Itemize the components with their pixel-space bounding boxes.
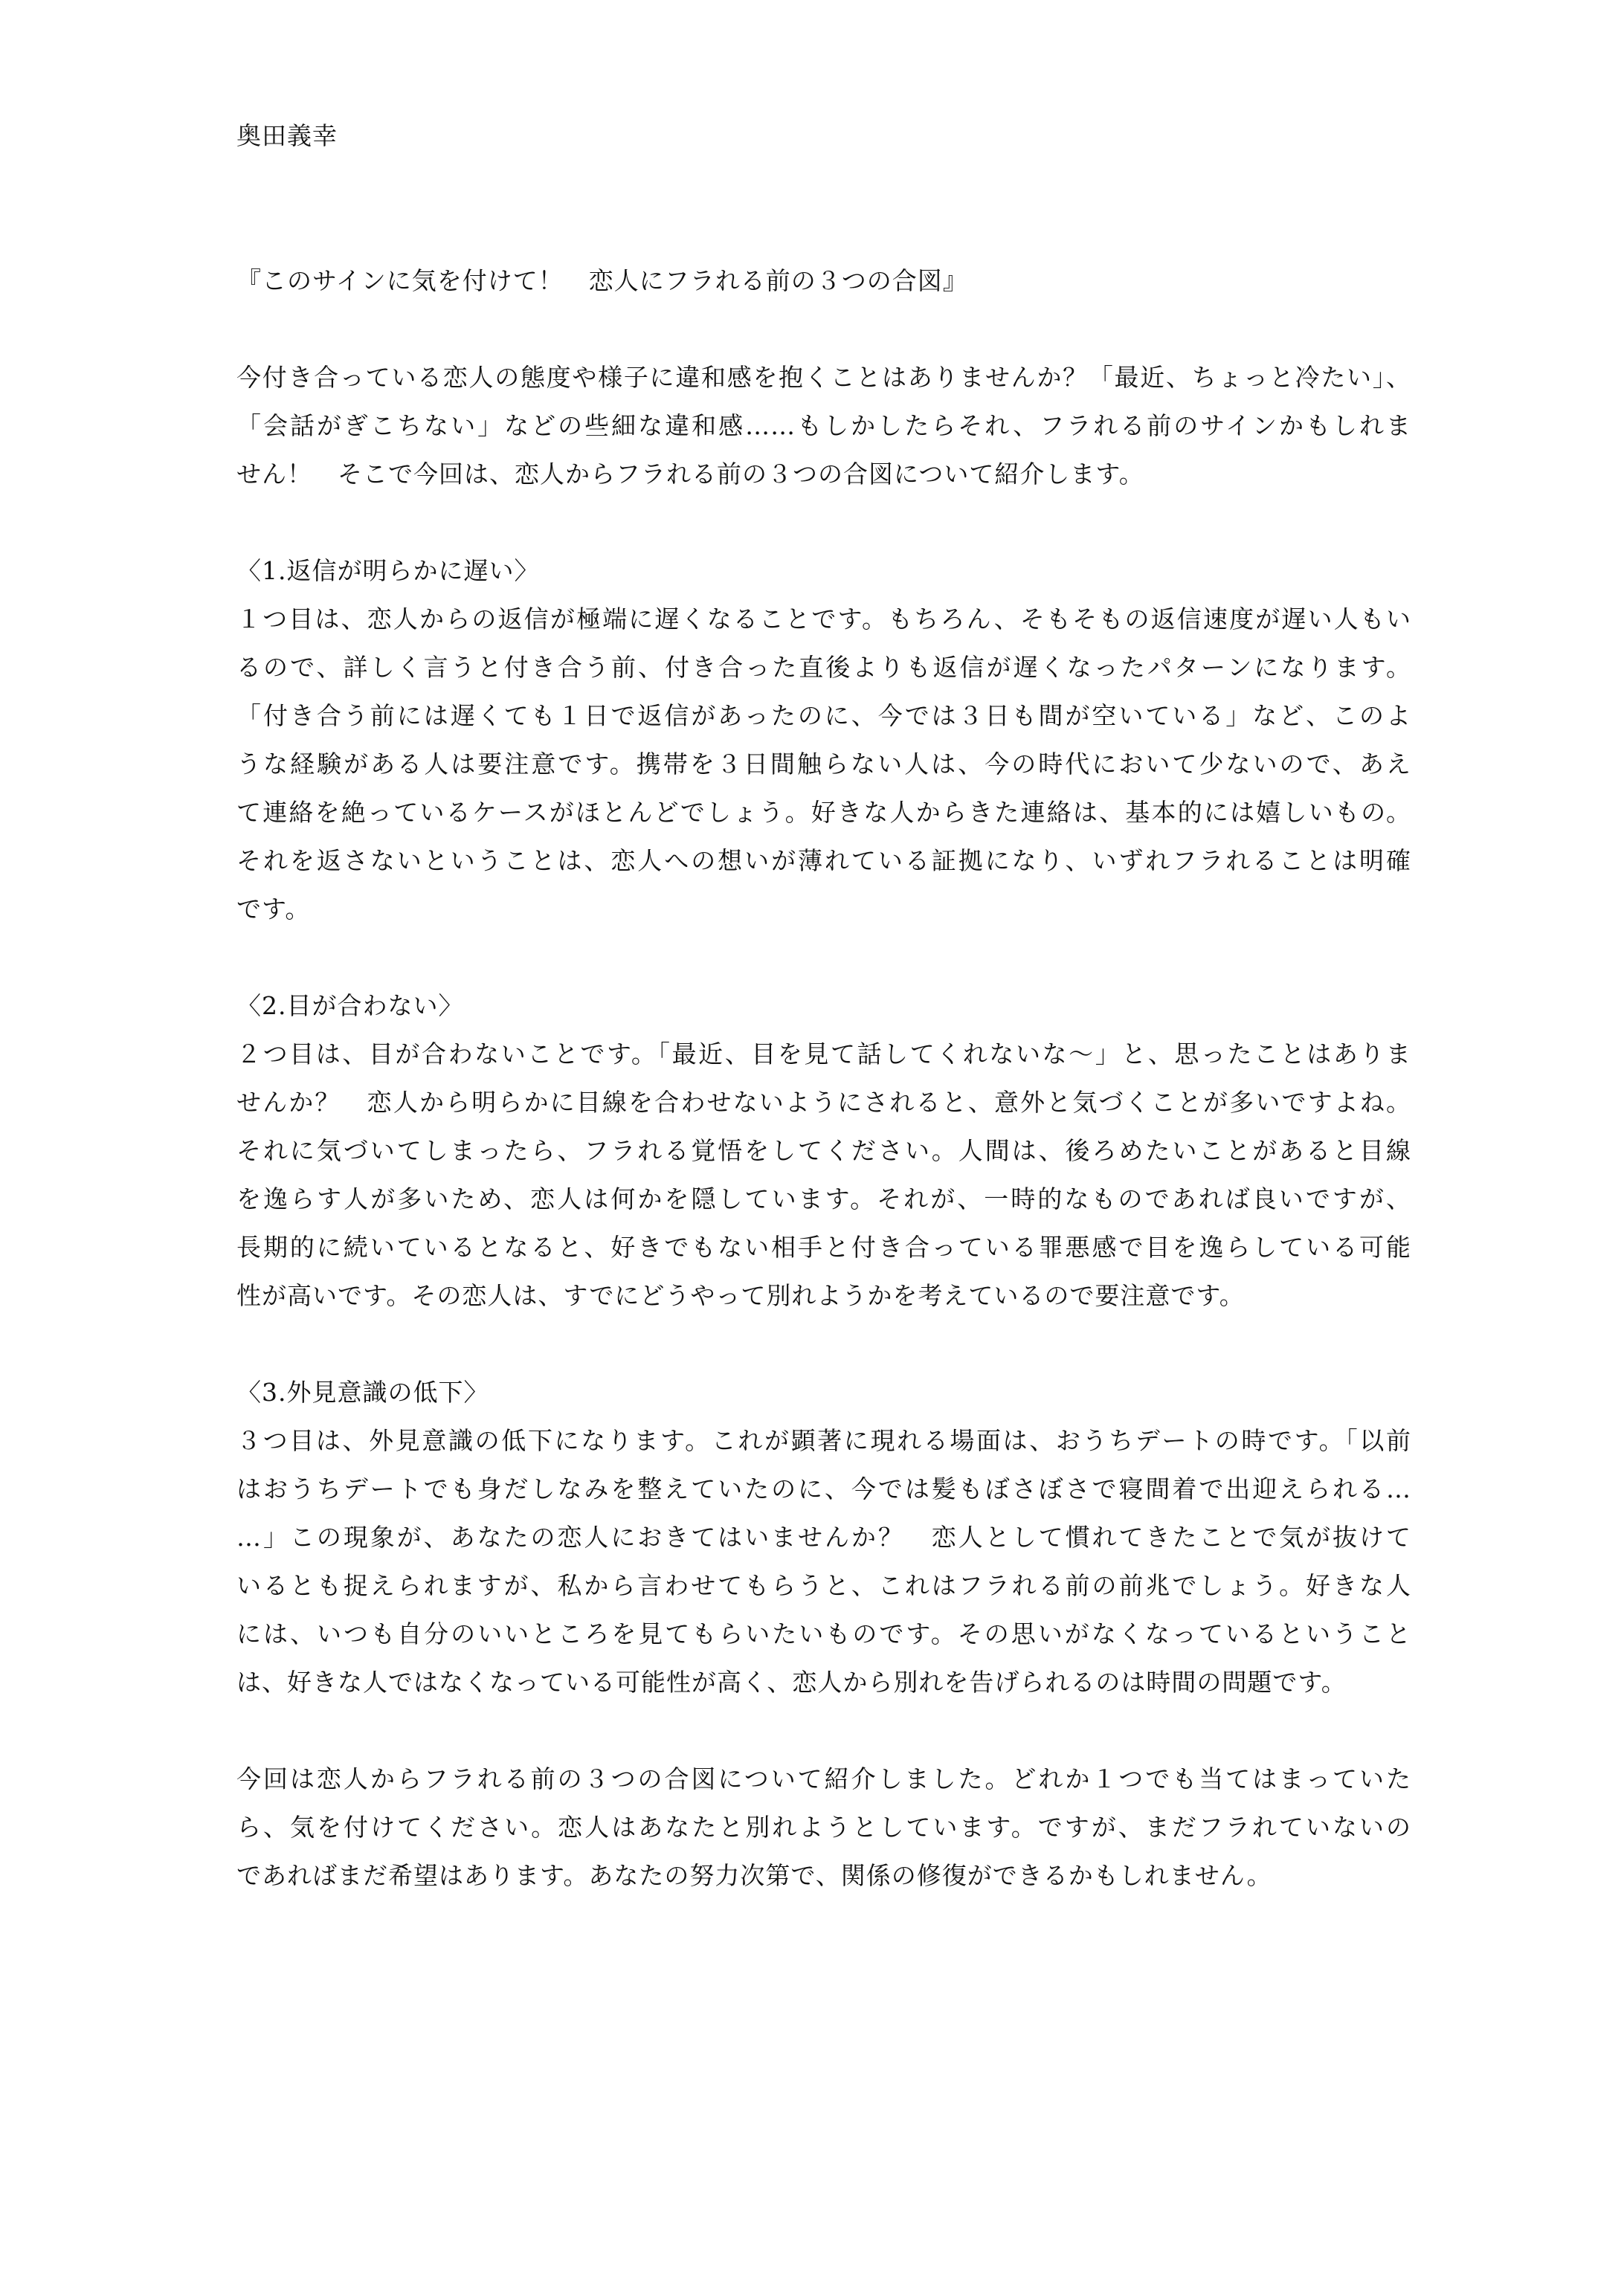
section-line: ３つ目は、外見意識の低下になります。これが顕著に現れる場面は、おうちデートの時です。「以前 bbox=[236, 1426, 1411, 1455]
conclusion-line: であればまだ希望はあります。あなたの努力次第で、関係の修復ができるかもしれません。 bbox=[236, 1861, 1272, 1890]
intro-paragraph bbox=[236, 353, 1411, 498]
conclusion-line: ら、気を付けてください。恋人はあなたと別れようとしています。ですが、まだフラれていないの bbox=[236, 1813, 1411, 1842]
section-line: は、好きな人ではなくなっている可能性が高く、恋人から別れを告げられるのは時間の問題です。 bbox=[236, 1668, 1347, 1697]
conclusion-line: 今回は恋人からフラれる前の３つの合図について紹介しました。どれか１つでも当てはまっていた bbox=[236, 1764, 1411, 1793]
section-line: せんか？ 恋人から明らかに目線を合わせないようにされると、意外と気づくことが多いですよね。 bbox=[236, 1088, 1411, 1117]
section-line: です。 bbox=[236, 894, 311, 923]
section-line: １つ目は、恋人からの返信が極端に遅くなることです。もちろん、そもそもの返信速度が遅い人もい bbox=[236, 604, 1411, 633]
document-page bbox=[236, 112, 1411, 1900]
section-line: には、いつも自分のいいところを見てもらいたいものです。その思いがなくなっているということ bbox=[236, 1619, 1411, 1648]
intro-line: 「会話がぎこちない」などの些細な違和感……もしかしたらそれ、フラれる前のサインかもしれま bbox=[236, 411, 1411, 440]
section-3 bbox=[236, 1368, 1411, 1706]
section-line: を逸らす人が多いため、恋人は何かを隠しています。それが、一時的なものであれば良いですが、 bbox=[236, 1184, 1411, 1213]
section-line: いるとも捉えられますが、私から言わせてもらうと、これはフラれる前の前兆でしょう。好きな人 bbox=[236, 1571, 1411, 1600]
section-line: 性が高いです。その恋人は、すでにどうやって別れようかを考えているので要注意です。 bbox=[236, 1281, 1245, 1310]
section-line: うな経験がある人は要注意です。携帯を３日間触らない人は、今の時代において少ないので、あえ bbox=[236, 749, 1411, 778]
section-line: て連絡を絶っているケースがほとんどでしょう。好きな人からきた連絡は、基本的には嬉しいもの。 bbox=[236, 798, 1411, 827]
section-1 bbox=[236, 546, 1411, 933]
section-line: それに気づいてしまったら、フラれる覚悟をしてください。人間は、後ろめたいことがあると目線 bbox=[236, 1136, 1411, 1165]
section-line: …」この現象が、あなたの恋人におきてはいませんか？ 恋人として慣れてきたことで気が抜けて bbox=[236, 1523, 1411, 1552]
section-line: はおうちデートでも身だしなみを整えていたのに、今では髪もぼさぼさで寝間着で出迎えられる… bbox=[236, 1474, 1411, 1503]
section-2 bbox=[236, 981, 1411, 1320]
conclusion-paragraph bbox=[236, 1755, 1411, 1900]
author-name: 奥田義幸 bbox=[236, 121, 338, 150]
section-line: それを返さないということは、恋人への想いが薄れている証拠になり、いずれフラれることは明確 bbox=[236, 846, 1411, 875]
article-title: 『このサインに気を付けて！ 恋人にフラれる前の３つの合図』 bbox=[236, 266, 968, 295]
section-heading: 〈1.返信が明らかに遅い〉 bbox=[236, 556, 540, 585]
section-heading: 〈3.外見意識の低下〉 bbox=[236, 1378, 489, 1407]
intro-line: 今付き合っている恋人の態度や様子に違和感を抱くことはありませんか？「最近、ちょっと冷たい」、 bbox=[236, 363, 1411, 392]
section-line: 「付き合う前には遅くても１日で返信があったのに、今では３日も間が空いている」など、このよ bbox=[236, 701, 1411, 730]
section-line: ２つ目は、目が合わないことです。「最近、目を見て話してくれないな～」と、思ったことはありま bbox=[236, 1039, 1411, 1068]
section-line: 長期的に続いているとなると、好きでもない相手と付き合っている罪悪感で目を逸らしている可能 bbox=[236, 1233, 1411, 1262]
intro-line: せん！ そこで今回は、恋人からフラれる前の３つの合図について紹介します。 bbox=[236, 459, 1144, 488]
section-heading: 〈2.目が合わない〉 bbox=[236, 991, 464, 1020]
section-line: るので、詳しく言うと付き合う前、付き合った直後よりも返信が遅くなったパターンになります。 bbox=[236, 653, 1411, 682]
